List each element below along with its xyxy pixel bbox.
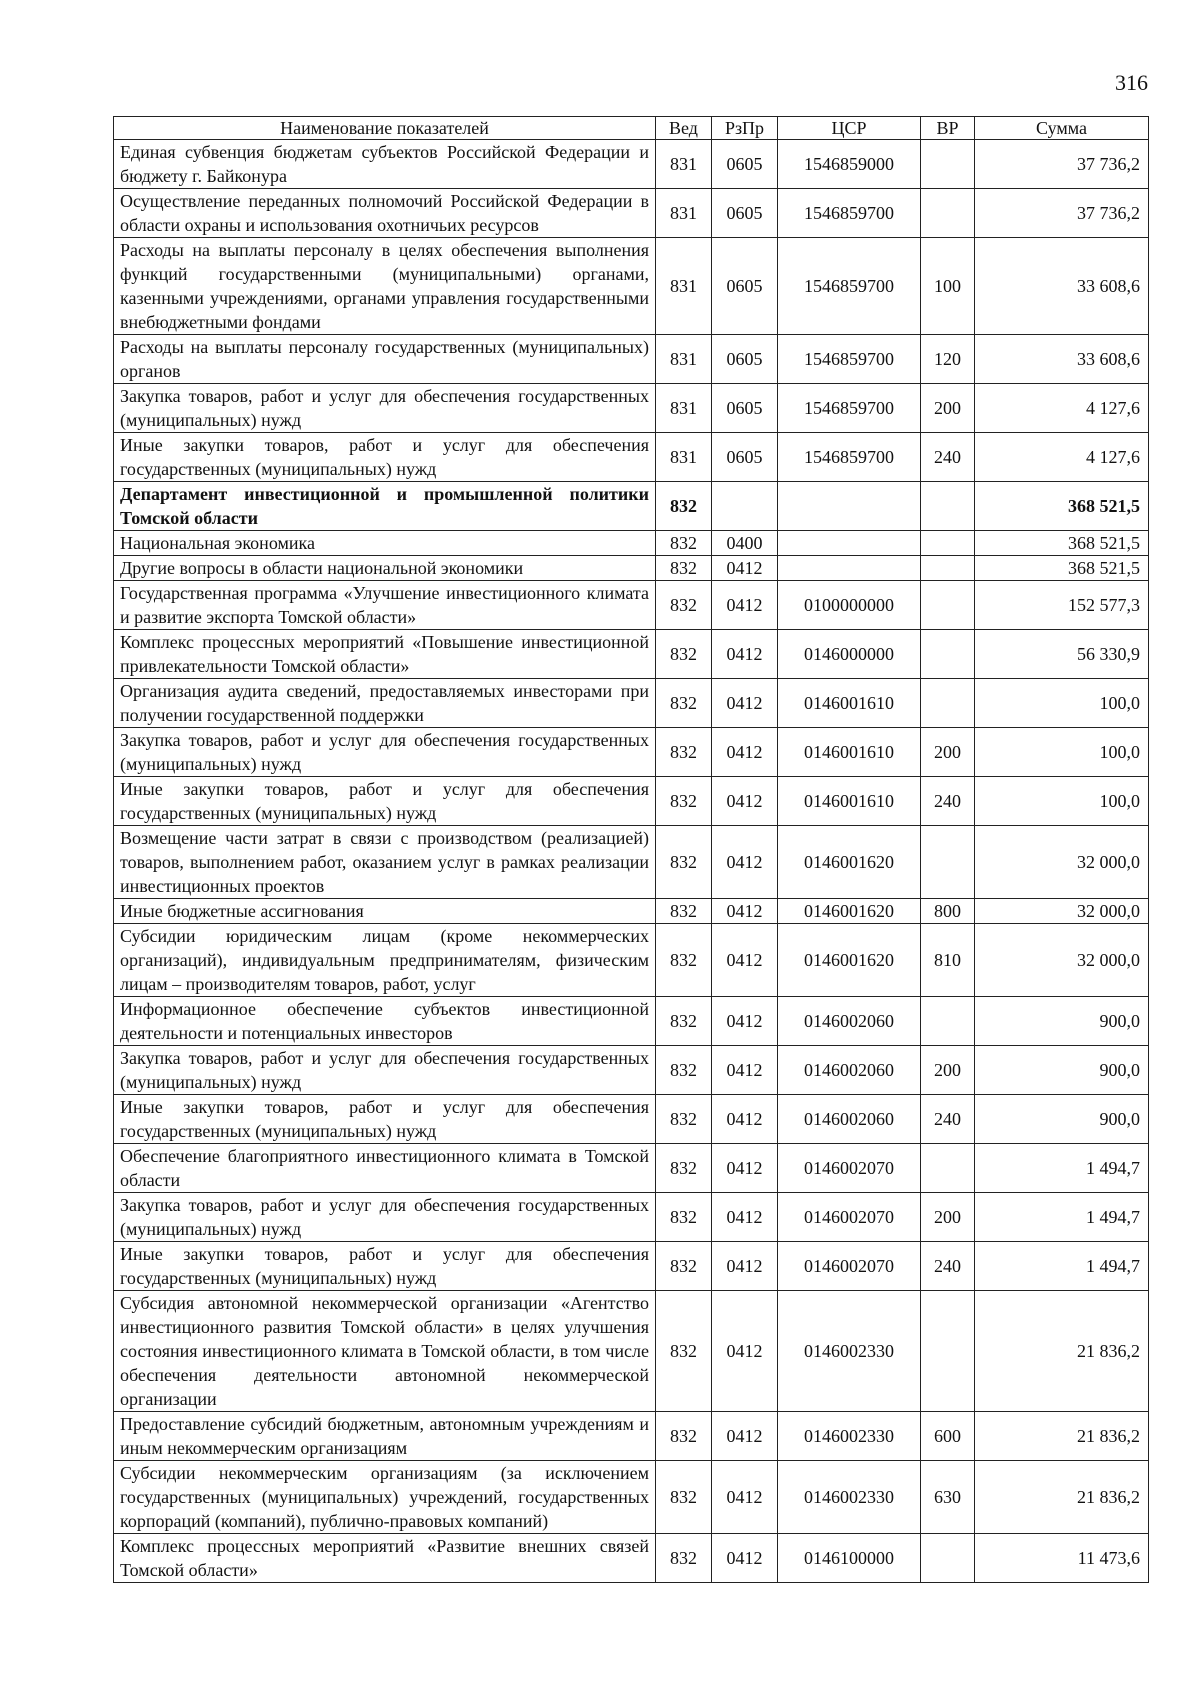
cell-sum: 1 494,7 [975, 1144, 1149, 1193]
cell-ved: 832 [656, 1534, 712, 1583]
cell-vr [921, 679, 975, 728]
cell-vr: 240 [921, 1242, 975, 1291]
cell-ved: 832 [656, 924, 712, 997]
cell-rzpr: 0412 [712, 826, 778, 899]
cell-ved: 831 [656, 140, 712, 189]
cell-rzpr: 0412 [712, 1461, 778, 1534]
cell-csr: 0100000000 [778, 581, 921, 630]
cell-vr [921, 189, 975, 238]
cell-vr [921, 531, 975, 556]
cell-csr: 0146001610 [778, 679, 921, 728]
cell-sum: 100,0 [975, 777, 1149, 826]
cell-ved: 832 [656, 581, 712, 630]
table-row [114, 556, 1149, 581]
cell-csr: 1546859700 [778, 433, 921, 482]
cell-sum: 32 000,0 [975, 899, 1149, 924]
cell-name: Предоставление субсидий бюджетным, автономным учреждениям и иным некоммерческим организациям [114, 1412, 656, 1461]
cell-csr: 0146002330 [778, 1412, 921, 1461]
cell-ved: 832 [656, 482, 712, 531]
cell-vr: 200 [921, 728, 975, 777]
cell-sum: 11 473,6 [975, 1534, 1149, 1583]
cell-vr: 200 [921, 384, 975, 433]
cell-sum: 56 330,9 [975, 630, 1149, 679]
cell-csr: 1546859700 [778, 384, 921, 433]
cell-rzpr: 0412 [712, 997, 778, 1046]
table-row [114, 384, 1149, 433]
cell-csr: 0146001610 [778, 777, 921, 826]
cell-sum: 37 736,2 [975, 189, 1149, 238]
cell-rzpr: 0412 [712, 728, 778, 777]
cell-ved: 832 [656, 1242, 712, 1291]
cell-vr [921, 556, 975, 581]
cell-rzpr: 0605 [712, 433, 778, 482]
cell-csr: 0146002330 [778, 1291, 921, 1412]
cell-ved: 832 [656, 630, 712, 679]
cell-csr [778, 556, 921, 581]
cell-sum: 100,0 [975, 728, 1149, 777]
table-row [114, 997, 1149, 1046]
cell-ved: 832 [656, 1193, 712, 1242]
cell-ved: 832 [656, 997, 712, 1046]
cell-vr: 240 [921, 777, 975, 826]
cell-name: Осуществление переданных полномочий Российской Федерации в области охраны и использования охотничьих ресурсов [114, 189, 656, 238]
cell-name: Закупка товаров, работ и услуг для обеспечения государственных (муниципальных) нужд [114, 384, 656, 433]
table-row [114, 1534, 1149, 1583]
cell-name: Расходы на выплаты персоналу государственных (муниципальных) органов [114, 335, 656, 384]
cell-csr: 1546859700 [778, 238, 921, 335]
cell-name: Закупка товаров, работ и услуг для обеспечения государственных (муниципальных) нужд [114, 1046, 656, 1095]
cell-sum: 1 494,7 [975, 1242, 1149, 1291]
cell-rzpr: 0412 [712, 1095, 778, 1144]
cell-sum: 900,0 [975, 997, 1149, 1046]
table-row [114, 335, 1149, 384]
header-ved: Вед [656, 117, 712, 140]
cell-name: Возмещение части затрат в связи с производством (реализацией) товаров, выполнением работ, оказанием услуг в рамках реализации инвестиционных проектов [114, 826, 656, 899]
cell-ved: 832 [656, 1461, 712, 1534]
cell-rzpr [712, 482, 778, 531]
cell-rzpr: 0412 [712, 1193, 778, 1242]
cell-csr: 0146002060 [778, 997, 921, 1046]
cell-rzpr: 0605 [712, 335, 778, 384]
cell-rzpr: 0412 [712, 581, 778, 630]
cell-sum: 900,0 [975, 1095, 1149, 1144]
cell-rzpr: 0605 [712, 140, 778, 189]
cell-ved: 831 [656, 238, 712, 335]
cell-vr [921, 140, 975, 189]
cell-csr: 0146002330 [778, 1461, 921, 1534]
cell-sum: 900,0 [975, 1046, 1149, 1095]
header-name: Наименование показателей [114, 117, 656, 140]
cell-name: Субсидии некоммерческим организациям (за исключением государственных (муниципальных) учреждений, государственных корпораций (компаний), публично-правовых компаний) [114, 1461, 656, 1534]
cell-rzpr: 0412 [712, 1046, 778, 1095]
cell-ved: 832 [656, 777, 712, 826]
cell-vr [921, 997, 975, 1046]
cell-csr: 0146001620 [778, 924, 921, 997]
cell-name: Закупка товаров, работ и услуг для обеспечения государственных (муниципальных) нужд [114, 1193, 656, 1242]
cell-csr: 0146002070 [778, 1144, 921, 1193]
cell-name: Информационное обеспечение субъектов инвестиционной деятельности и потенциальных инвесторов [114, 997, 656, 1046]
cell-sum: 33 608,6 [975, 335, 1149, 384]
cell-rzpr: 0605 [712, 384, 778, 433]
cell-sum: 4 127,6 [975, 433, 1149, 482]
cell-rzpr: 0412 [712, 1291, 778, 1412]
cell-vr: 240 [921, 1095, 975, 1144]
cell-sum: 21 836,2 [975, 1291, 1149, 1412]
table-row [114, 826, 1149, 899]
cell-name: Субсидия автономной некоммерческой организации «Агентство инвестиционного развития Томской области» в целях улучшения состояния инвестиционного климата в Томской области, в том числе обеспечения деятельности автономной некоммерческой организации [114, 1291, 656, 1412]
table-row [114, 531, 1149, 556]
cell-ved: 832 [656, 1412, 712, 1461]
cell-name: Иные закупки товаров, работ и услуг для обеспечения государственных (муниципальных) нужд [114, 777, 656, 826]
cell-vr: 600 [921, 1412, 975, 1461]
cell-name: Национальная экономика [114, 531, 656, 556]
cell-ved: 832 [656, 556, 712, 581]
cell-sum: 368 521,5 [975, 482, 1149, 531]
cell-ved: 831 [656, 189, 712, 238]
cell-ved: 832 [656, 679, 712, 728]
cell-rzpr: 0412 [712, 1144, 778, 1193]
cell-rzpr: 0605 [712, 238, 778, 335]
cell-vr [921, 630, 975, 679]
header-rzpr: РзПр [712, 117, 778, 140]
cell-csr: 0146001620 [778, 826, 921, 899]
cell-vr: 100 [921, 238, 975, 335]
cell-rzpr: 0412 [712, 1534, 778, 1583]
cell-name: Организация аудита сведений, предоставляемых инвесторами при получении государственной поддержки [114, 679, 656, 728]
cell-csr [778, 531, 921, 556]
table-row [114, 140, 1149, 189]
cell-name: Комплекс процессных мероприятий «Развитие внешних связей Томской области» [114, 1534, 656, 1583]
cell-vr: 200 [921, 1046, 975, 1095]
cell-rzpr: 0412 [712, 630, 778, 679]
header-csr: ЦСР [778, 117, 921, 140]
cell-name: Единая субвенция бюджетам субъектов Российской Федерации и бюджету г. Байконура [114, 140, 656, 189]
cell-name: Иные закупки товаров, работ и услуг для обеспечения государственных (муниципальных) нужд [114, 433, 656, 482]
table-row [114, 777, 1149, 826]
cell-vr [921, 1144, 975, 1193]
cell-sum: 368 521,5 [975, 556, 1149, 581]
cell-sum: 37 736,2 [975, 140, 1149, 189]
cell-name: Субсидии юридическим лицам (кроме некоммерческих организаций), индивидуальным предпринимателям, физическим лицам – производителям товаров, работ, услуг [114, 924, 656, 997]
table-header-row [114, 117, 1149, 140]
cell-sum: 4 127,6 [975, 384, 1149, 433]
cell-csr: 0146002070 [778, 1193, 921, 1242]
cell-vr [921, 1291, 975, 1412]
cell-rzpr: 0412 [712, 777, 778, 826]
cell-ved: 832 [656, 728, 712, 777]
cell-name: Государственная программа «Улучшение инвестиционного климата и развитие экспорта Томской области» [114, 581, 656, 630]
cell-csr: 1546859000 [778, 140, 921, 189]
table-row [114, 1046, 1149, 1095]
cell-csr: 0146001620 [778, 899, 921, 924]
cell-name: Комплекс процессных мероприятий «Повышение инвестиционной привлекательности Томской области» [114, 630, 656, 679]
table-row [114, 679, 1149, 728]
cell-vr: 810 [921, 924, 975, 997]
cell-csr: 1546859700 [778, 335, 921, 384]
cell-csr: 0146000000 [778, 630, 921, 679]
cell-rzpr: 0412 [712, 1242, 778, 1291]
table-row [114, 899, 1149, 924]
table-row [114, 630, 1149, 679]
cell-rzpr: 0605 [712, 189, 778, 238]
cell-ved: 832 [656, 1046, 712, 1095]
cell-csr: 0146001610 [778, 728, 921, 777]
cell-sum: 21 836,2 [975, 1412, 1149, 1461]
page-number: 316 [1115, 70, 1148, 95]
cell-ved: 831 [656, 433, 712, 482]
table-row [114, 482, 1149, 531]
table-body [114, 140, 1149, 1583]
cell-vr [921, 482, 975, 531]
cell-name: Иные закупки товаров, работ и услуг для обеспечения государственных (муниципальных) нужд [114, 1242, 656, 1291]
cell-sum: 152 577,3 [975, 581, 1149, 630]
cell-rzpr: 0412 [712, 556, 778, 581]
cell-vr: 120 [921, 335, 975, 384]
cell-rzpr: 0412 [712, 924, 778, 997]
cell-vr: 630 [921, 1461, 975, 1534]
table-row [114, 1095, 1149, 1144]
cell-ved: 831 [656, 384, 712, 433]
cell-name: Расходы на выплаты персоналу в целях обеспечения выполнения функций государственными (муниципальными) органами, казенными учреждениями, органами управления государственными внебюджетными фондами [114, 238, 656, 335]
cell-sum: 33 608,6 [975, 238, 1149, 335]
header-sum: Сумма [975, 117, 1149, 140]
cell-name: Другие вопросы в области национальной экономики [114, 556, 656, 581]
table-row [114, 1291, 1149, 1412]
cell-rzpr: 0412 [712, 899, 778, 924]
cell-rzpr: 0412 [712, 1412, 778, 1461]
cell-csr: 1546859700 [778, 189, 921, 238]
cell-ved: 832 [656, 1291, 712, 1412]
table-row [114, 189, 1149, 238]
table-row [114, 1461, 1149, 1534]
cell-vr: 200 [921, 1193, 975, 1242]
cell-rzpr: 0400 [712, 531, 778, 556]
cell-ved: 832 [656, 1144, 712, 1193]
table-row [114, 728, 1149, 777]
cell-csr: 0146002070 [778, 1242, 921, 1291]
table-row [114, 1193, 1149, 1242]
cell-csr: 0146100000 [778, 1534, 921, 1583]
cell-sum: 1 494,7 [975, 1193, 1149, 1242]
cell-csr [778, 482, 921, 531]
cell-sum: 368 521,5 [975, 531, 1149, 556]
cell-name: Иные закупки товаров, работ и услуг для обеспечения государственных (муниципальных) нужд [114, 1095, 656, 1144]
table-row [114, 1242, 1149, 1291]
cell-name: Иные бюджетные ассигнования [114, 899, 656, 924]
cell-rzpr: 0412 [712, 679, 778, 728]
table-row [114, 924, 1149, 997]
cell-ved: 832 [656, 531, 712, 556]
cell-vr: 800 [921, 899, 975, 924]
cell-sum: 32 000,0 [975, 826, 1149, 899]
table-row [114, 433, 1149, 482]
budget-table [113, 116, 1149, 1583]
cell-csr: 0146002060 [778, 1046, 921, 1095]
cell-sum: 32 000,0 [975, 924, 1149, 997]
cell-vr [921, 1534, 975, 1583]
cell-ved: 832 [656, 826, 712, 899]
table-row [114, 238, 1149, 335]
cell-name: Обеспечение благоприятного инвестиционного климата в Томской области [114, 1144, 656, 1193]
cell-name: Закупка товаров, работ и услуг для обеспечения государственных (муниципальных) нужд [114, 728, 656, 777]
cell-csr: 0146002060 [778, 1095, 921, 1144]
header-vr: ВР [921, 117, 975, 140]
cell-ved: 831 [656, 335, 712, 384]
cell-ved: 832 [656, 899, 712, 924]
cell-sum: 21 836,2 [975, 1461, 1149, 1534]
cell-name: Департамент инвестиционной и промышленной политики Томской области [114, 482, 656, 531]
table-row [114, 1144, 1149, 1193]
table-row [114, 1412, 1149, 1461]
cell-ved: 832 [656, 1095, 712, 1144]
cell-vr: 240 [921, 433, 975, 482]
cell-vr [921, 826, 975, 899]
table-row [114, 581, 1149, 630]
cell-sum: 100,0 [975, 679, 1149, 728]
cell-vr [921, 581, 975, 630]
